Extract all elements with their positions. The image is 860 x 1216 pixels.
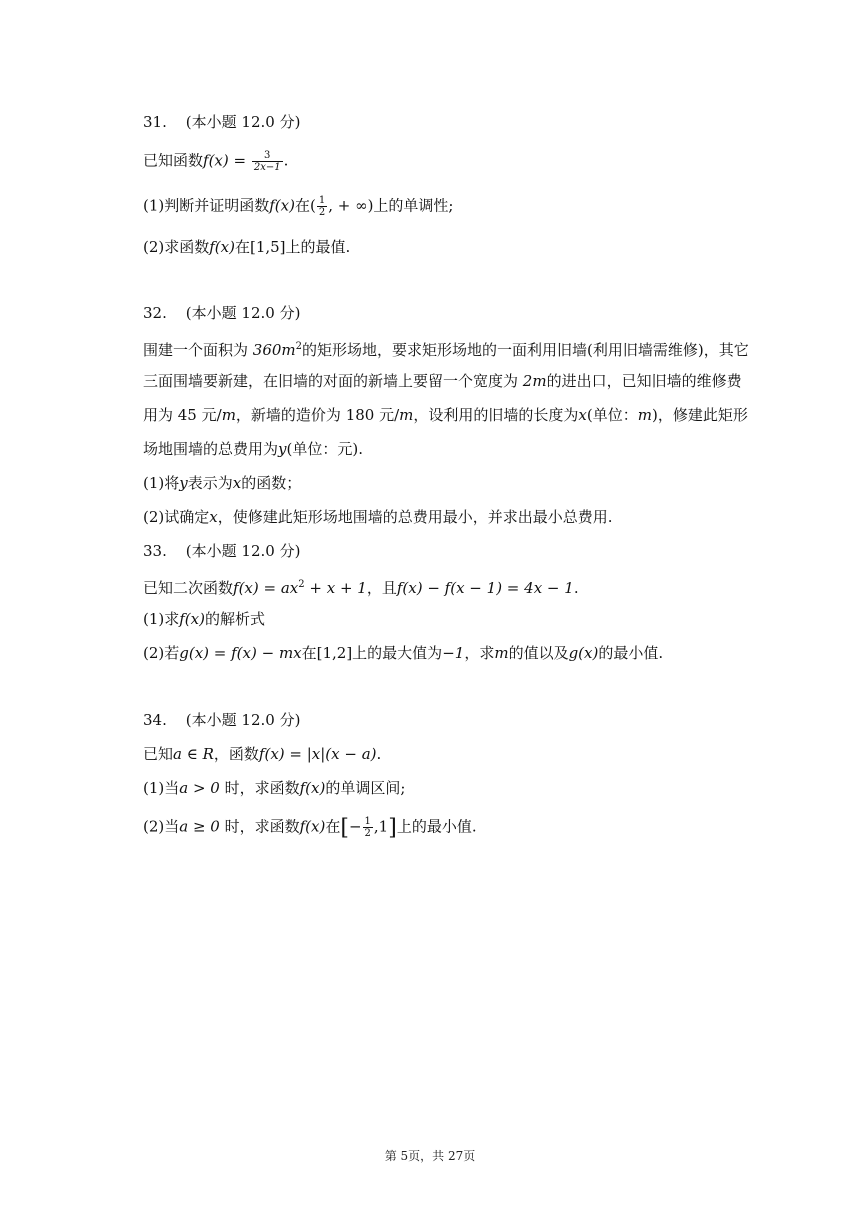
question-31-stem: [143, 150, 288, 173]
math-expression: f(x): [299, 817, 326, 836]
fraction: [252, 150, 283, 173]
fraction-numerator: 3: [252, 150, 283, 162]
question-number: 31.: [143, 113, 167, 131]
right-bracket: ]: [388, 815, 397, 841]
part-text: (1)将: [143, 474, 180, 492]
superscript: 2: [295, 341, 303, 352]
math-expression: f(x) − f(x − 1) = 4x − 1: [396, 579, 574, 597]
question-31-part-1: [143, 195, 453, 218]
math-expression: y: [278, 440, 287, 458]
math-expression: g(x): [568, 644, 599, 662]
part-text: (1)当: [143, 779, 180, 797]
part-text: 的最小值.: [598, 644, 664, 662]
part-text: (1)判断并证明函数: [143, 196, 270, 215]
math-expression: + x + 1: [304, 579, 367, 597]
part-text: 时，求函数: [219, 817, 300, 836]
part-text: ，使修建此矩形场地围墙的总费用最小，并求出最小总费用.: [217, 508, 613, 526]
part-text: 的值以及: [508, 644, 569, 662]
question-number: 33.: [143, 542, 167, 560]
math-expression: x: [578, 406, 587, 424]
stem-text: (单位：元).: [286, 440, 363, 458]
question-33-part-1: [143, 609, 265, 629]
part-text: 的函数；: [241, 474, 302, 492]
math-expression: x: [232, 474, 242, 492]
math-expression: f(x): [209, 238, 235, 256]
superscript: 2: [298, 579, 305, 590]
math-expression: m: [494, 644, 509, 662]
part-text: 在[1,2]上的最大值为: [301, 644, 443, 662]
question-34-part-1: [143, 778, 405, 798]
stem-text: 三面围墙要新建，在旧墙的对面的新墙上要留一个宽度为: [143, 372, 523, 390]
part-text: (1)求: [143, 610, 180, 628]
part-text: (2)求函数: [143, 238, 210, 256]
stem-text: .: [573, 579, 579, 597]
fraction-numerator: 1: [318, 195, 326, 206]
question-32-line-4: [143, 439, 363, 459]
math-expression: −1: [442, 644, 465, 662]
math-expression: g(x) = f(x) − mx: [179, 644, 302, 662]
stem-text: 的矩形场地，要求矩形场地的一面利用旧墙(利用旧墙需维修)，其它: [302, 341, 749, 359]
part-text: (2)试确定: [143, 508, 210, 526]
stem-text: ，函数: [213, 745, 259, 763]
stem-text: 已知函数: [143, 151, 204, 170]
stem-text: 场地围墙的总费用为: [143, 440, 279, 458]
part-text: 的解析式: [204, 610, 265, 628]
math-expression: f(x): [299, 779, 326, 797]
question-33-part-2: [143, 643, 663, 663]
part-text: 的单调区间;: [325, 779, 406, 797]
stem-text: ，新墙的造价为 180 元/: [235, 406, 400, 424]
question-31-part-2: [143, 237, 350, 257]
stem-text: 用为 45 元/: [143, 406, 222, 424]
question-32-line-3: [143, 405, 748, 425]
interval-end: ,1: [373, 817, 389, 836]
stem-end: .: [283, 151, 289, 170]
question-32-line-1: [143, 337, 749, 360]
question-32-line-2: [143, 371, 742, 391]
math-expression: m: [399, 406, 414, 424]
minus-sign: −: [348, 817, 362, 836]
math-expression: f(x) = ax: [233, 579, 299, 597]
question-32-part-2: [143, 507, 613, 527]
question-33-header: [143, 541, 300, 561]
part-text: 表示为: [187, 474, 233, 492]
stem-text: ，设利用的旧墙的长度为: [413, 406, 579, 424]
part-text: 在(: [294, 196, 316, 215]
math-expression: a > 0: [179, 779, 220, 797]
math-expression: f(x): [269, 196, 295, 215]
question-points: (本小题 12.0 分): [185, 113, 301, 131]
part-text: 时，求函数: [219, 779, 300, 797]
math-expression: x: [209, 508, 218, 526]
stem-text: 已知: [143, 745, 174, 763]
part-text: 上的最小值.: [396, 817, 477, 836]
fraction-denominator: 2x−1: [253, 162, 281, 173]
part-text: , + ∞)上的单调性;: [328, 196, 454, 215]
stem-text: 已知二次函数: [143, 579, 234, 597]
math-expression: m: [637, 406, 652, 424]
fraction: [363, 816, 373, 839]
math-expression: f(x) = |x|(x − a): [258, 745, 377, 763]
question-points: (本小题 12.0 分): [185, 304, 301, 322]
question-number: 34.: [143, 711, 167, 729]
math-expression: f(x) =: [203, 151, 251, 170]
part-text: 在[1,5]上的最值.: [234, 238, 351, 256]
stem-text: ，且: [366, 579, 397, 597]
math-expression: 360m: [252, 341, 296, 359]
fraction-denominator: 2: [318, 207, 326, 218]
part-text: (2)若: [143, 644, 180, 662]
math-expression: m: [221, 406, 236, 424]
stem-text: .: [376, 745, 382, 763]
part-text: ，求: [464, 644, 495, 662]
left-bracket: [: [340, 815, 349, 841]
page-footer: 第 5页，共 27页: [384, 1149, 476, 1163]
stem-text: )，修建此矩形: [651, 406, 748, 424]
math-expression: a ≥ 0: [179, 817, 220, 836]
math-expression: y: [179, 474, 188, 492]
question-33-stem: [143, 575, 579, 598]
fraction: [317, 195, 327, 218]
question-points: (本小题 12.0 分): [185, 542, 301, 560]
part-text: 在: [325, 817, 341, 836]
fraction-denominator: 2: [364, 828, 371, 839]
question-32-header: [143, 303, 300, 323]
math-expression: 2m: [522, 372, 547, 390]
math-expression: a ∈ R: [173, 745, 214, 763]
question-32-part-1: [143, 473, 301, 493]
stem-text: (单位：: [586, 406, 638, 424]
math-expression: f(x): [179, 610, 205, 628]
stem-text: 的进出口，已知旧墙的维修费: [546, 372, 742, 390]
question-number: 32.: [143, 304, 167, 322]
question-points: (本小题 12.0 分): [185, 711, 301, 729]
question-34-part-2: [143, 816, 477, 839]
question-34-stem: [143, 744, 381, 764]
question-34-header: [143, 710, 300, 730]
part-text: (2)当: [143, 817, 180, 836]
question-31-header: [143, 112, 300, 132]
fraction-numerator: 1: [364, 816, 371, 827]
stem-text: 围建一个面积为: [143, 341, 253, 359]
